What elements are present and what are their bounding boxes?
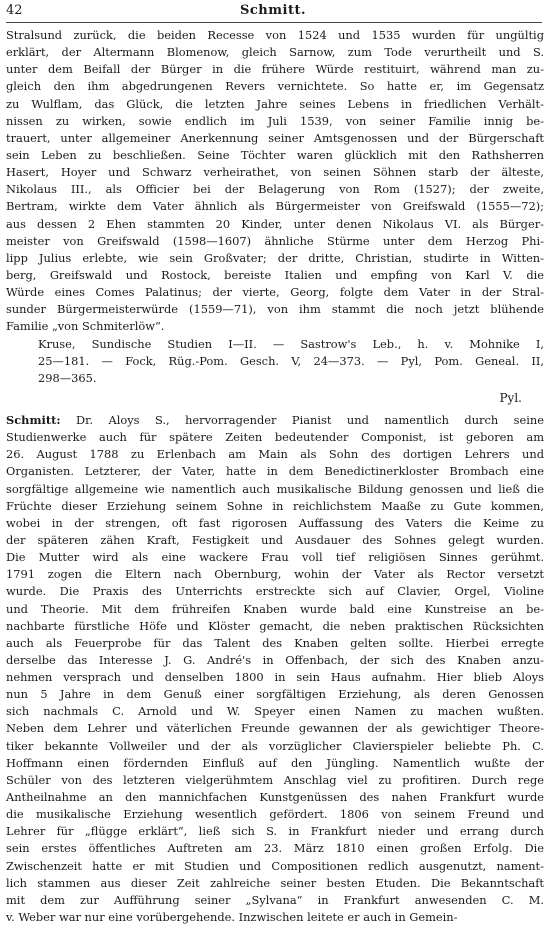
- text-line: Schüler von des letzteren vielgerühmtem Anschlag viel zu profitiren. Durch rege: [6, 772, 544, 787]
- text-line: sein Leben zu beschließen. Seine Töchter waren glücklich mit den Rathsherren: [6, 147, 544, 162]
- entry-schmitt-aloys: [6, 412, 544, 926]
- text-line: unter dem Beifall der Bürger in die frühere Würde restituirt, während man zu-: [6, 62, 544, 77]
- text-line: Würde eines Comes Palatinus; der vierte, Georg, folgte dem Vater in der Stral-: [6, 285, 544, 300]
- text-line: wurde. Die Praxis des Unterrichts erstreckte sich auf Clavier, Orgel, Violine: [6, 584, 544, 599]
- text-line: Organisten. Letzterer, der Vater, hatte in dem Benedictinerkloster Brombach eine: [6, 464, 544, 479]
- text-line: mit dem zur Aufführung seiner „Sylvana“ in Frankfurt anwesenden C. M.: [6, 892, 544, 907]
- text-line: Studienwerke auch für spätere Zeiten bedeutender Componist, ist geboren am: [6, 430, 544, 445]
- text-line: berg, Greifswald und Rostock, bereiste Italien und empfing von Karl V. die: [6, 267, 544, 282]
- text-line: lipp Julius erlebte, wie sein Großvater; der dritte, Christian, studirte in Witten-: [6, 250, 544, 265]
- entry-first-line-text: Dr. Aloys S., hervorragender Pianist und namentlich durch seine: [60, 412, 544, 427]
- entry-schmitt-stralsund: [6, 27, 544, 336]
- text-line: zu Wulflam, das Glück, die letzten Jahre seines Lebens in friedlichen Verhält-: [6, 96, 544, 111]
- text-line: Hasert, Hoyer und Schwarz verheirathet, von seinen Söhnen starb der älteste,: [6, 165, 544, 180]
- text-line: lich stammen aus dieser Zeit zahlreiche seiner besten Etuden. Die Bekanntschaft: [6, 875, 544, 890]
- text-line: 25—181. — Fock, Rüg.-Pom. Gesch. V, 24—373. — Pyl, Pom. Geneal. II,: [38, 353, 544, 368]
- page-header: [6, 3, 540, 21]
- text-line: der späteren zähen Kraft, Festigkeit und Ausdauer des Sohnes gelegt wurden.: [6, 532, 544, 547]
- text-line: sich nachmals C. Arnold und W. Speyer einen Namen zu machen wußten.: [6, 704, 544, 719]
- author-signature: Pyl.: [499, 390, 522, 405]
- text-line: nissen zu wirken, sowie endlich im Juli 1539, von seiner Familie innig be-: [6, 113, 544, 128]
- text-line: Antheilnahme an den mannichfachen Kunstgenüssen des nahen Frankfurt wurde: [6, 790, 544, 805]
- text-line: gleich den ihm abgedrungenen Revers vernichtete. So hatte er, im Gegensatz: [6, 79, 544, 94]
- text-line: erklärt, der Altermann Blomenow, gleich Sarnow, zum Tode verurtheilt und S.: [6, 45, 544, 60]
- text-line: Die Mutter wird als eine wackere Frau voll tief religiösen Sinnes gerühmt.: [6, 550, 544, 565]
- text-line: sunder Bürgermeisterwürde (1559—71), von ihm stammt die noch jetzt blühende: [6, 302, 544, 317]
- text-line: Stralsund zurück, die beiden Recesse von 1524 und 1535 wurden für ungültig: [6, 28, 544, 42]
- text-line: Zwischenzeit hatte er mit Studien und Compositionen redlich ausgenutzt, nament-: [6, 858, 544, 873]
- text-line: trauert, unter allgemeiner Anerkennung seiner Amtsgenossen und der Bürgerschaft: [6, 130, 544, 145]
- text-line: Nikolaus III., als Officier bei der Belagerung von Rom (1527); der zweite,: [6, 182, 544, 197]
- text-line: derselbe das Interesse J. G. André's in Offenbach, der sich des Knaben anzu-: [6, 652, 544, 667]
- text-line: 298—365.: [38, 370, 97, 385]
- text-line: nachbarte fürstliche Höfe und Klöster gemacht, die neben praktischen Rücksichten: [6, 618, 544, 633]
- header-rule: [6, 22, 542, 23]
- text-line: aus dessen 2 Ehen stammten 20 Kinder, unter denen Nikolaus VI. als Bürger-: [6, 216, 544, 231]
- references: [6, 336, 544, 387]
- text-line: Hoffmann einen fördernden Einfluß auf den Jüngling. Namentlich wußte der: [6, 755, 544, 770]
- text-line: nehmen versprach und denselben 1800 in sein Haus aufnahm. Hier blieb Aloys: [6, 670, 544, 685]
- entry-first-line: [6, 412, 544, 429]
- text-line: meister von Greifswald (1598—1607) ähnliche Stürme unter dem Herzog Phi-: [6, 233, 544, 248]
- text-line: nun 5 Jahre in dem Genuß einer sorgfältigen Erziehung, als deren Genossen: [6, 687, 544, 702]
- text-line: v. Weber war nur eine vorübergehende. Inzwischen leitete er auch in Gemein-: [6, 910, 458, 925]
- text-line: Neben dem Lehrer und väterlichen Freunde gewannen der als gewichtiger Theore-: [6, 721, 544, 736]
- text-line: wobei in der strengen, oft fast rigorosen Auffassung des Vaters die Keime zu: [6, 515, 544, 530]
- text-line: auch als Feuerprobe für das Talent des Knaben gelten sollte. Hierbei erregte: [6, 635, 544, 650]
- text-line: Früchte dieser Erziehung seinem Sohne in reichlichstem Maaße zu Gute kommen,: [6, 498, 544, 513]
- body-text: [6, 27, 544, 926]
- text-line: sorgfältige allgemeine wie namentlich auch musikalische Bildung genossen und ließ die: [6, 481, 544, 496]
- text-line: 26. August 1788 zu Erlenbach am Main als Sohn des dortigen Lehrers und: [6, 447, 544, 462]
- text-line: die musikalische Erziehung wesentlich gefördert. 1806 von seinem Freund und: [6, 807, 544, 822]
- text-line: tiker bekannte Vollweiler und der als vorzüglicher Clavierspieler beliebte Ph. C.: [6, 738, 544, 753]
- running-title: Schmitt.: [240, 3, 306, 18]
- text-line: Kruse, Sundische Studien I—II. — Sastrow's Leb., h. v. Mohnike I,: [38, 336, 544, 351]
- page-number: 42: [6, 3, 23, 18]
- text-line: 1791 zogen die Eltern nach Obernburg, wohin der Vater als Rector versetzt: [6, 567, 544, 582]
- text-line: Lehrer für „flügge erklärt“, ließ sich S. in Frankfurt nieder und errang durch: [6, 824, 544, 839]
- entry-headword: Schmitt:: [6, 412, 61, 427]
- text-line: sein erstes öffentliches Auftreten am 23. März 1810 einen großen Erfolg. Die: [6, 841, 544, 856]
- text-line: und Theorie. Mit dem frühreifen Knaben wurde bald eine Kunstreise an be-: [6, 601, 544, 616]
- text-line: Familie „von Schmiterlöw“.: [6, 319, 165, 334]
- text-line: Bertram, wirkte dem Vater ähnlich als Bürgermeister von Greifswald (1555—72);: [6, 199, 544, 214]
